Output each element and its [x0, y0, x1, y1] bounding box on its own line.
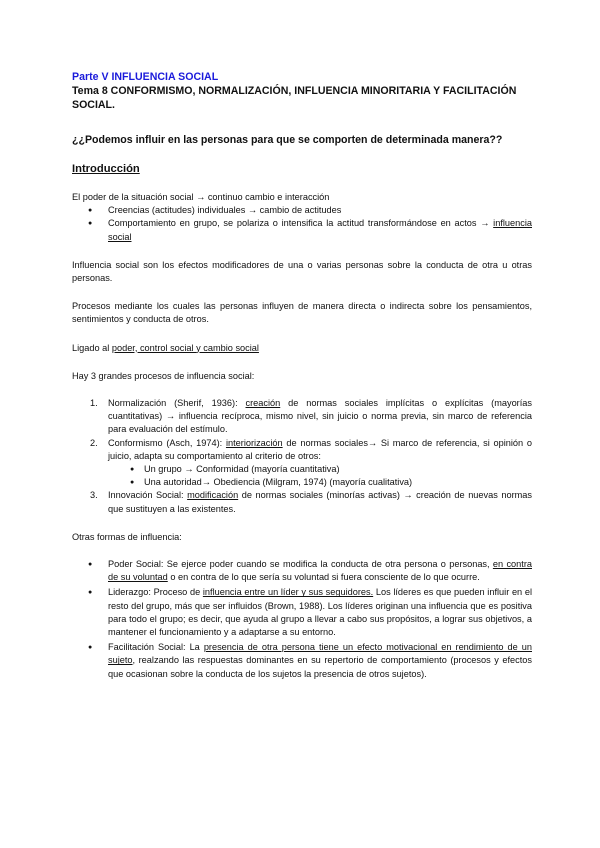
underlined-term: presencia de otra persona tiene un efecto motivacional en rendimiento de un sujeto	[108, 642, 532, 666]
underlined-term: poder, control social y cambio social	[111, 342, 259, 353]
list-item: 1. Normalización (Sherif, 1936): creación de normas sociales implícitas o explícitas (mayorías cuantitativas) → influencia recíproca, mismo nivel, sin juicio o norma previa, sin marco de referencia para evaluación del estímulo.	[90, 398, 532, 435]
intro-heading: Introducción	[72, 163, 140, 175]
sub-list-item: ● Un grupo → Conformidad (mayoría cuantitativa)	[108, 463, 532, 476]
list-item: ● Facilitación Social: La presencia de otra persona tiene un efecto motivacional en rendimiento de un sujeto, realzando las respuestas dominantes en su repertorio de comportamiento (procesos y efectos que ocasionan sobre la conducta de los sujetos la presencia de otros sujetos).	[72, 641, 532, 681]
paragraph-hay3: Hay 3 grandes procesos de influencia social:	[72, 370, 255, 381]
intro-bullets	[72, 204, 532, 244]
list-item: 2. Conformismo (Asch, 1974): interiorización de normas sociales→ Si marco de referencia, si opinión o juicio, adapta su comportamiento al criterio de otros: ● Un grupo → Conformidad (mayoría cuantitativa) ● Una autoridad→ Obediencia (Milgram, 1974) (mayoría cualitativa)	[72, 437, 532, 490]
list-item: ● Creencias (actitudes) individuales → cambio de actitudes	[72, 204, 532, 217]
tema-title: Tema 8 CONFORMISMO, NORMALIZACIÓN, INFLUENCIA MINORITARIA Y FACILITACIÓN SOCIAL.	[72, 85, 517, 111]
sub-list	[108, 463, 532, 489]
underlined-term: influencia entre un líder y sus seguidores.	[202, 587, 374, 598]
document-page	[72, 71, 532, 681]
underlined-term: creación	[245, 398, 281, 409]
otras-list	[72, 558, 532, 681]
part-title: Parte V INFLUENCIA SOCIAL	[72, 71, 219, 83]
procesos-list	[72, 397, 532, 516]
paragraph-procesos: Procesos mediante los cuales las personas influyen de manera directa o indirecta sobre los pensamientos, sentimientos y conducta de otros.	[72, 301, 532, 325]
underlined-term: influencia social	[108, 218, 532, 242]
list-item: 3. Innovación Social: modificación de normas sociales (minorías activas) → creación de nuevas normas que sustituyen a las existentes.	[90, 490, 532, 514]
intro-line: El poder de la situación social → continuo cambio e interacción	[72, 192, 330, 202]
underlined-term: modificación	[187, 490, 239, 501]
paragraph-ligado: Ligado al poder, control social y cambio social	[72, 342, 259, 353]
list-item: ● Poder Social: Se ejerce poder cuando se modifica la conducta de otra persona o personas, en contra de su voluntad o en contra de lo que sería su voluntad si fuera consciente de lo que ocurre.	[72, 558, 532, 584]
guiding-question: ¿¿Podemos influir en las personas para que se comporten de determinada manera??	[72, 134, 503, 146]
list-item: ● Liderazgo: Proceso de influencia entre un líder y sus seguidores. Los líderes es que pueden influir en el resto del grupo, más que ser influidos (Brown, 1988). Los líderes originan una influencia que es positiva para todo el grupo; es decir, que ayuda al grupo a llevar a cabo sus propósitos, a lograr sus objetivos, a mantener el funcionamiento y a adaptarse a su entorno.	[72, 586, 532, 639]
otras-heading: Otras formas de influencia:	[72, 531, 182, 542]
sub-list-item: ● Una autoridad→ Obediencia (Milgram, 1974) (mayoría cualitativa)	[108, 476, 532, 489]
underlined-term: en contra de su voluntad	[108, 559, 532, 583]
paragraph-influencia-social: Influencia social son los efectos modificadores de una o varias personas sobre la conducta de otra u otras personas.	[72, 259, 532, 284]
underlined-term: interiorización	[225, 437, 283, 448]
list-item: ● Comportamiento en grupo, se polariza o intensifica la actitud transformándose en actos → influencia social	[72, 217, 532, 243]
